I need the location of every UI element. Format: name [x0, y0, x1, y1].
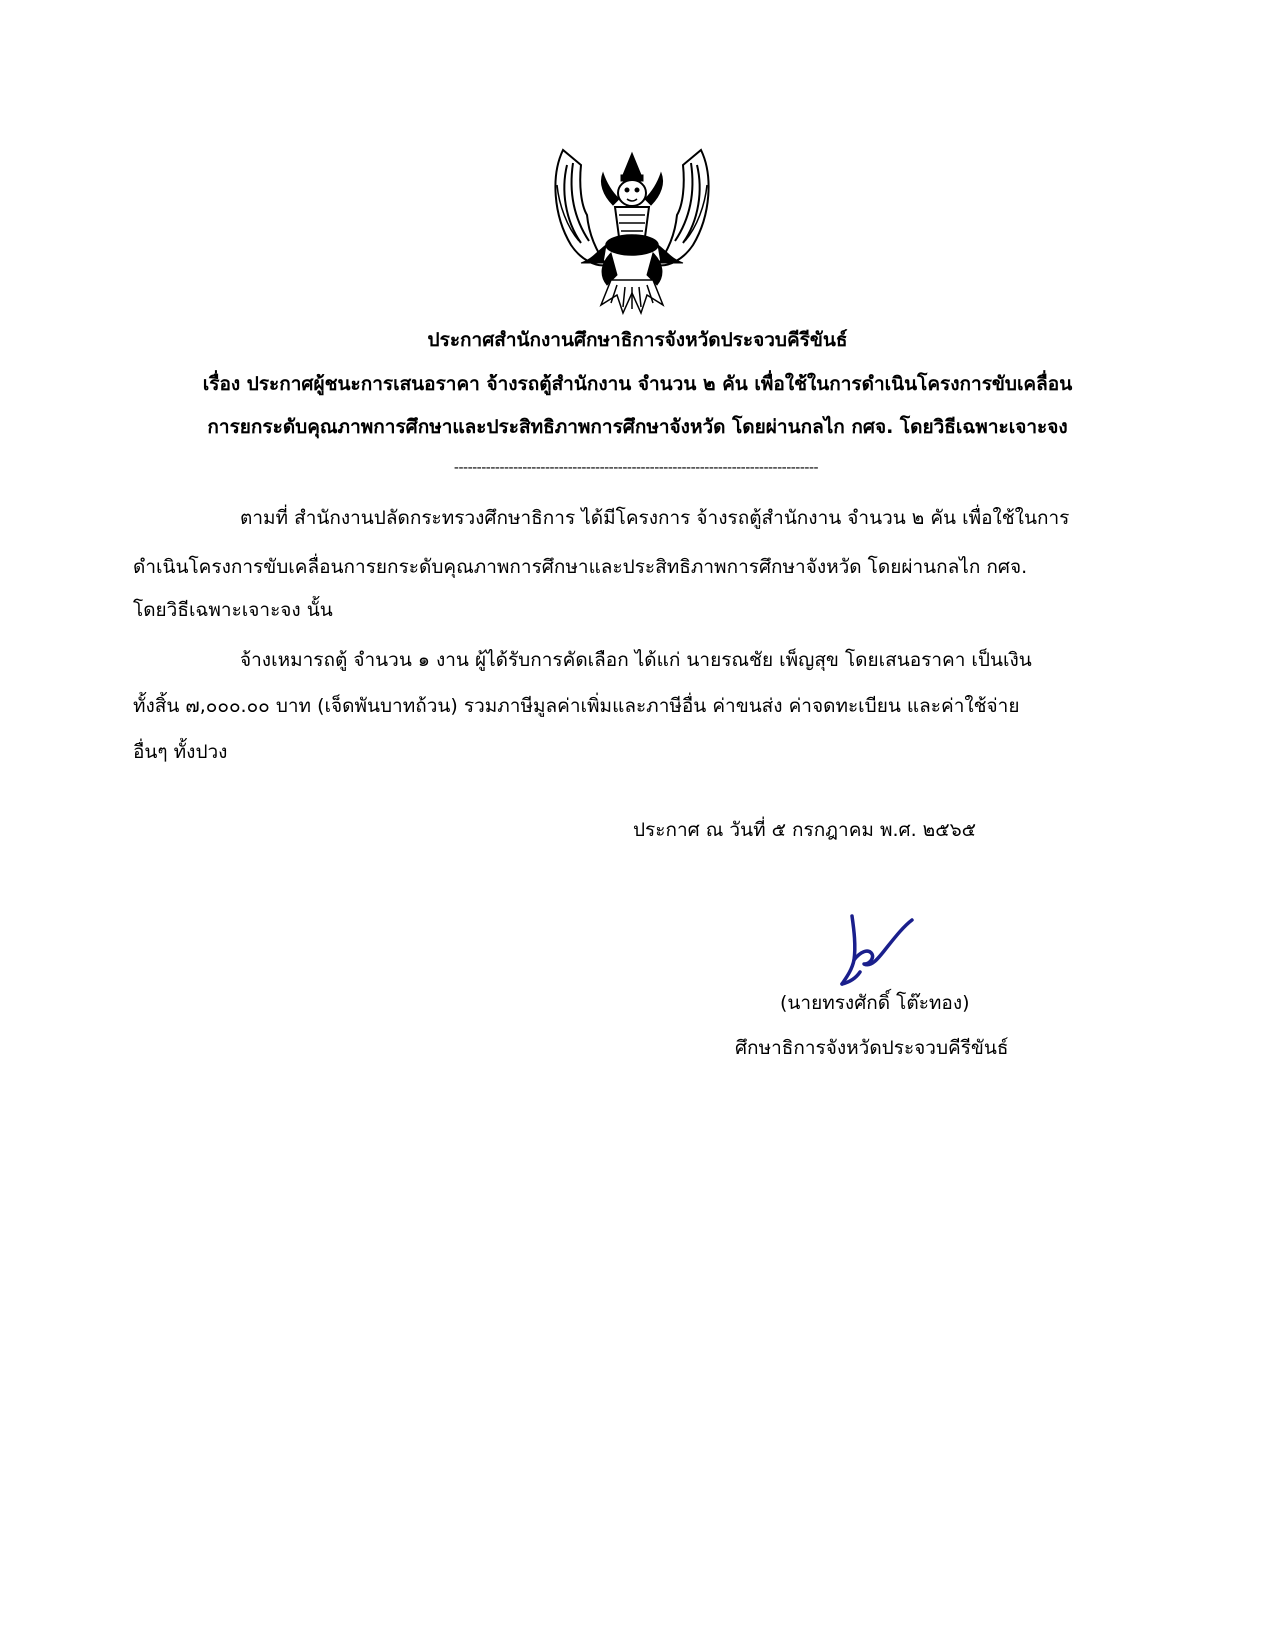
- signature-icon: [838, 912, 918, 992]
- paragraph-1-line-2: ดำเนินโครงการขับเคลื่อนการยกระดับคุณภาพการศึกษาและประสิทธิภาพการศึกษาจังหวัด โดยผ่านกลไก กศจ.: [133, 556, 1028, 578]
- signer-name: (นายทรงศักดิ์ โต๊ะทอง): [780, 992, 970, 1014]
- announcement-date: ประกาศ ณ วันที่ ๕ กรกฎาคม พ.ศ. ๒๕๖๕: [633, 819, 977, 841]
- paragraph-2-line-2: ทั้งสิ้น ๗,๐๐๐.๐๐ บาท (เจ็ดพันบาทถ้วน) รวมภาษีมูลค่าเพิ่มและภาษีอื่น ค่าขนส่ง ค่าจดทะเบียน และค่าใช้จ่าย: [133, 695, 1020, 717]
- subject-line-2: การยกระดับคุณภาพการศึกษาและประสิทธิภาพการศึกษาจังหวัด โดยผ่านกลไก กศจ. โดยวิธีเฉพาะเจาะจง: [207, 416, 1068, 438]
- garuda-emblem-icon: [551, 145, 713, 315]
- paragraph-1-line-3: โดยวิธีเฉพาะเจาะจง นั้น: [133, 599, 333, 621]
- signer-position: ศึกษาธิการจังหวัดประจวบคีรีขันธ์: [735, 1037, 1009, 1059]
- paragraph-1-line-1: ตามที่ สำนักงานปลัดกระทรวงศึกษาธิการ ได้มีโครงการ จ้างรถตู้สำนักงาน จำนวน ๒ คัน เพื่อใช้ในการ: [240, 507, 1070, 529]
- paragraph-2-line-1: จ้างเหมารถตู้ จำนวน ๑ งาน ผู้ได้รับการคัดเลือก ได้แก่ นายรณชัย เพ็ญสุข โดยเสนอราคา เป็นเงิน: [240, 649, 1032, 671]
- announcement-title: ประกาศสำนักงานศึกษาธิการจังหวัดประจวบคีรีขันธ์: [427, 329, 848, 351]
- paragraph-2-line-3: อื่นๆ ทั้งปวง: [133, 741, 228, 763]
- subject-line-1: เรื่อง ประกาศผู้ชนะการเสนอราคา จ้างรถตู้สำนักงาน จำนวน ๒ คัน เพื่อใช้ในการดำเนินโครงการขับเคลื่อน: [202, 373, 1073, 395]
- separator-line: --------------------------------------------------------------------------------: [453, 460, 819, 476]
